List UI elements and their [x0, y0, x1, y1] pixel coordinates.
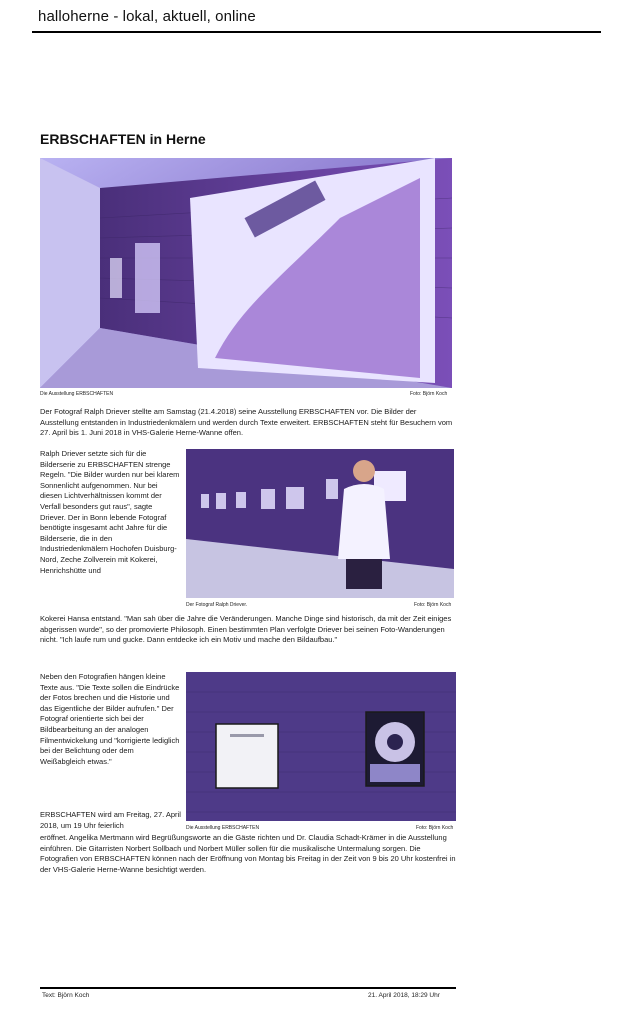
photo1-credit: Foto: Björn Koch — [410, 391, 448, 397]
footer-author: Text: Björn Koch — [42, 992, 90, 999]
footer-divider — [40, 987, 456, 989]
intro-paragraph: Der Fotograf Ralph Driever stellte am Samstag (21.4.2018) seine Ausstellung ERBSCHAFTEN vor. Die Bilder der Ausstellung entstanden in Industriedenkmälern und werden durch Texte erweitert. ERBSCHAFTEN steht für Besuchern vom 27. April bis 1. Juni 2018 in VHS-Galerie Herne-Wanne offen. — [40, 407, 453, 438]
article-title: ERBSCHAFTEN in Herne — [40, 131, 206, 147]
photo1-caption: Die Ausstellung ERBSCHAFTEN — [40, 391, 114, 397]
masthead-divider — [32, 31, 601, 33]
paragraph-2: Kokerei Hansa entstand. "Man sah über die Jahre die Veränderungen. Manche Dinge sind historisch, da mit der Zeit einiges abgerissen wurde", so der promovierte Philosoph. Einen bestimmten Plan verfolgte Driever bei seinen Foto-Wanderungen nicht. "Ich laufe rum und gucke. Dann entdecke ich ein Motiv und mache den Bildaufbau." — [40, 614, 452, 645]
photo2-credit: Foto: Björn Koch — [414, 602, 452, 608]
paragraph-3: eröffnet. Angelika Mertmann wird Begrüßungsworte an die Gäste richten und Dr. Claudia Schadt-Krämer in die Ausstellung einführen. Die Gitarristen Norbert Sollbach und Norbert Müller sollen für die musikalische Untermalung sorgen. Die Fotografien von ERBSCHAFTEN können nach der Eröffnung von Montag bis Freitag in der Zeit von 9 bis 20 Uhr kostenfrei in der VHS-Galerie Herne-Wanne besichtigt werden. — [40, 833, 456, 874]
column-text-2: Neben den Fotografien hängen kleine Texte aus. "Die Texte sollen die Eindrücke der Fotos brechen und die Historie und das Eigentliche der Bilder aufrufen." Der Fotograf orientierte sich bei der Bildbearbeitung an der analogen Filmentwickelung und "korrigierte lediglich bei der Belichtung oder dem Weißabgleich etwas." — [40, 672, 180, 766]
column-text-2b: ERBSCHAFTEN wird am Freitag, 27. April 2018, um 19 Uhr feierlich — [40, 810, 181, 830]
site-masthead: halloherne - lokal, aktuell, online — [38, 8, 256, 25]
photographer-photo — [186, 449, 454, 598]
photo3-credit: Foto: Björn Koch — [416, 825, 454, 831]
footer-date: 21. April 2018, 18:29 Uhr — [368, 992, 440, 999]
photo3-caption: Die Ausstellung ERBSCHAFTEN — [186, 825, 260, 831]
column-text-1: Ralph Driever setzte sich für die Bilderserie zu ERBSCHAFTEN strenge Regeln. "Die Bilder wurden nur bei klarem Sonnenlicht aufgenommen. Nur bei diesen Lichtverhältnissen kommt der Verfall besonders gut raus", sagte Driever. Der in Bonn lebende Fotograf benötigte insgesamt acht Jahre für die Bilderserie, die in den Industriedenkmälern Hochofen Duisburg-Nord, Zeche Zollverein mit Kokerei, Henrichshütte und — [40, 449, 180, 575]
exhibition-photo-corridor — [40, 158, 452, 388]
photo2-caption: Der Fotograf Ralph Driever. — [186, 602, 248, 608]
photographer-photo-image — [186, 449, 454, 598]
gallery-wall-photo — [186, 672, 456, 821]
gallery-wall-photo-image — [186, 672, 456, 821]
exhibition-photo-corridor-image — [40, 158, 452, 388]
